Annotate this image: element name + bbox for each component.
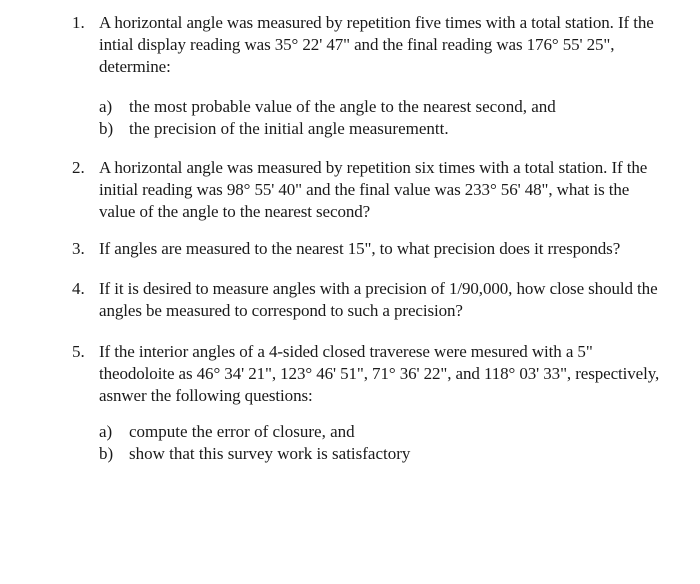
question-number: 4. xyxy=(72,279,85,298)
question-text: If angles are measured to the nearest 15", to what precision does it rresponds? xyxy=(99,239,621,258)
subpart-label: a) xyxy=(99,422,113,441)
question-number: 1. xyxy=(72,13,85,32)
question-number: 5. xyxy=(72,342,85,361)
question-text: If the interior angles of a 4-sided closed traverese were mesured with a 5" theodoloite as 46° 34' 21", 123° 46' 51", 71° 36' 22", and 118° 03' 33", respectively, asnwer the following questions: xyxy=(99,342,660,405)
subpart-text: compute the error of closure, and xyxy=(129,422,355,441)
subpart-label: a) xyxy=(99,97,113,116)
subpart-text: the precision of the initial angle measurementt. xyxy=(129,119,449,138)
question-number: 3. xyxy=(72,239,85,258)
question-text: A horizontal angle was measured by repetition five times with a total station. If the intial display reading was 35° 22' 47" and the final reading was 176° 55' 25", determine: xyxy=(99,13,654,76)
subpart-text: the most probable value of the angle to the nearest second, and xyxy=(129,97,556,116)
subpart-label: b) xyxy=(99,119,114,138)
question-text: If it is desired to measure angles with a precision of 1/90,000, how close should the angles be measured to correspond to such a precision? xyxy=(99,279,658,320)
subpart-label: b) xyxy=(99,444,114,463)
question-text: A horizontal angle was measured by repetition six times with a total station. If the initial reading was 98° 55' 40" and the final value was 233° 56' 48", what is the value of the angle to the nearest second? xyxy=(99,158,648,221)
question-number: 2. xyxy=(72,158,85,177)
subpart-text: show that this survey work is satisfactory xyxy=(129,444,411,463)
